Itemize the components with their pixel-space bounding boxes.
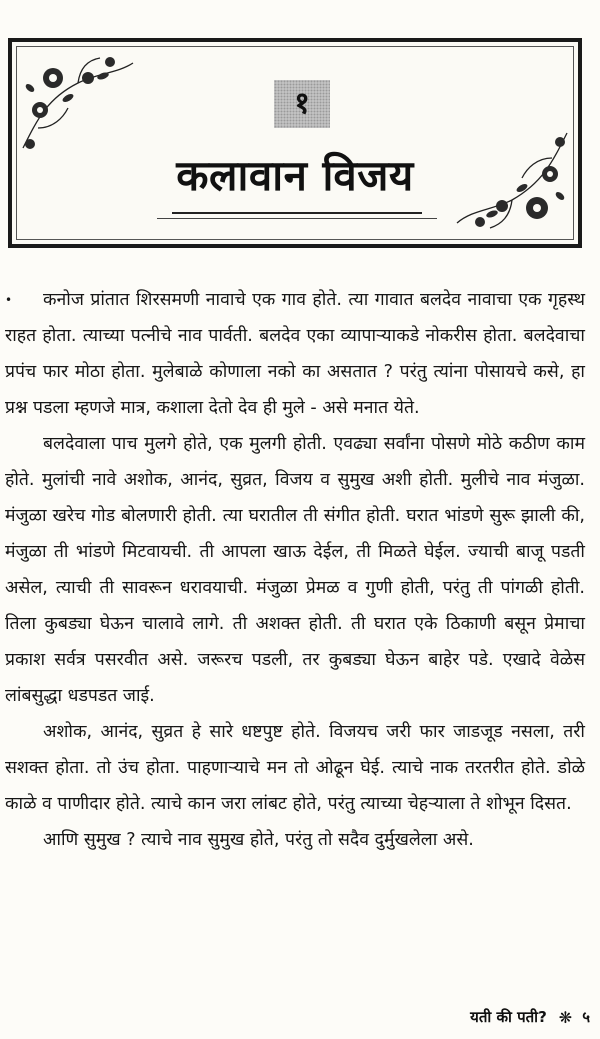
title-underline [172,212,422,214]
paragraph [5,714,585,822]
chapter-header-box [8,38,582,248]
footer-book-title: यती की पती? [470,1008,547,1026]
chapter-body [5,282,585,858]
chapter-number: १ [294,86,310,121]
chapter-number-box [274,80,330,128]
page-number: ५ [582,1008,590,1026]
paragraph-text: बलदेवाला पाच मुलगे होते, एक मुलगी होती. एवढ्या सर्वांना पोसणे मोठे कठीण काम होते. मुलांची नावे अशोक, आनंद, सुव्रत, विजय व सुमुख अशी होती. मुलीचे नाव मंजुळा. मंजुळा खरेच गोड बोलणारी होती. त्या घरातील ती संगीत होती. घरात भांडणे सुरू झाली की, मंजुळा ती भांडणे मिटवायची. ती आपला खाऊ देईल, ती मिळते घेईल. ज्याची बाजू पडती असेल, त्याची ती सावरून धरावयाची. मंजुळा प्रेमळ व गुणी होती, परंतु ती पांगळी होती. तिला कुबड्या घेऊन चालावे लागे. ती अशक्त होती. ती घरात एके ठिकाणी बसून प्रेमाचा प्रकाश सर्वत्र पसरवीत असे. जरूरच पडली, तर कुबड्या घेऊन बाहेर पडे. एखादे वेळेस लांबसुद्धा धडपडत जाई. [5,434,585,706]
paragraph [5,426,585,714]
floral-ornament-top-left-icon [18,48,138,158]
page-footer [330,1002,590,1032]
paragraph [5,282,585,426]
paragraph-text: कनोज प्रांतात शिरसमणी नावाचे एक गाव होते. त्या गावात बलदेव नावाचा एक गृहस्थ राहत होता. त्याच्या पत्नीचे नाव पार्वती. बलदेव एका व्यापाऱ्याकडे नोकरीस होता. बलदेवाचा प्रपंच फार मोठा होता. मुलेबाळे कोणाला नको का असतात ? परंतु त्यांना पोसायचे कसे, हा प्रश्न पडला म्हणजे मात्र, कशाला देतो देव ही मुले - असे मनात येते. [5,290,585,418]
paragraph-lead-mark: • [5,293,13,307]
chapter-title: कलावान विजय [176,151,414,200]
footer-ornament-icon: ❋ [558,1007,573,1027]
paragraph-text: आणि सुमुख ? त्याचे नाव सुमुख होते, परंतु तो सदैव दुर्मुखलेला असे. [43,830,474,850]
paragraph [5,822,585,858]
paragraph-text: अशोक, आनंद, सुव्रत हे सारे धष्टपुष्ट होते. विजयच जरी फार जाडजूड नसला, तरी सशक्त होता. तो उंच होता. पाहणाऱ्याचे मन तो ओढून घेई. त्याचे नाक तरतरीत होते. डोळे काळे व पाणीदार होते. त्याचे कान जरा लांबट होते, परंतु त्याच्या चेहऱ्याला ते शोभून दिसत. [5,722,585,814]
title-underline-secondary [157,218,437,219]
